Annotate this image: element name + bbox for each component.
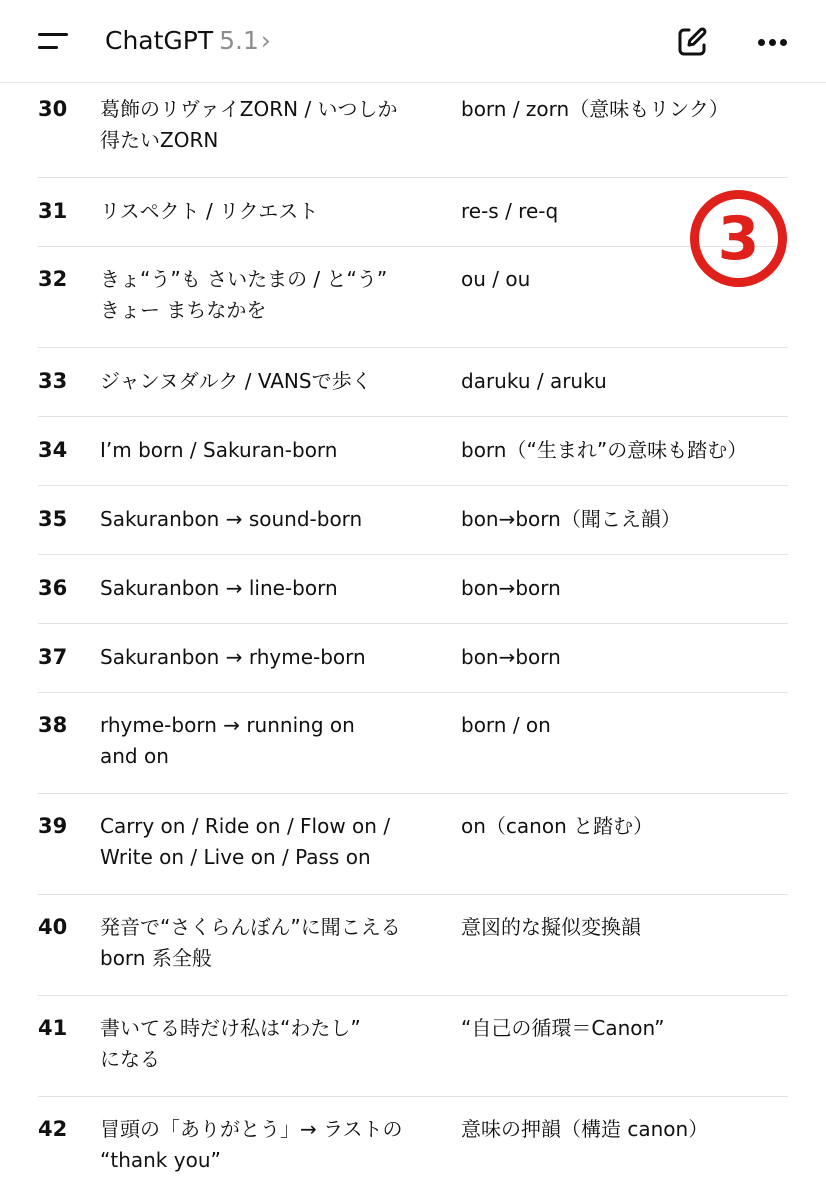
row-number: 34 xyxy=(38,438,68,462)
model-selector[interactable] xyxy=(105,24,271,58)
phrase-cell: 発音で“さくらんぼん”に聞こえる born 系全般 xyxy=(100,915,401,970)
row-number: 31 xyxy=(38,199,68,223)
rhyme-cell: ou / ou xyxy=(461,267,531,291)
top-bar xyxy=(0,0,826,83)
more-options-icon-dot xyxy=(780,39,787,46)
more-options-icon-dot xyxy=(769,39,776,46)
row-number: 33 xyxy=(38,369,68,393)
chevron-right-icon: › xyxy=(260,26,271,55)
menu-icon xyxy=(38,33,68,36)
table-row xyxy=(38,178,788,247)
rhyme-cell: daruku / aruku xyxy=(461,369,607,393)
phrase-cell: Sakuranbon → sound-born xyxy=(100,507,363,531)
row-number: 36 xyxy=(38,576,68,600)
rhyme-cell: bon→born xyxy=(461,576,561,600)
sidebar-menu-button[interactable] xyxy=(30,24,74,60)
row-number: 40 xyxy=(38,915,68,939)
row-number: 39 xyxy=(38,814,68,838)
app-title: ChatGPT xyxy=(105,26,214,55)
table-row xyxy=(38,348,788,417)
row-number: 38 xyxy=(38,713,68,737)
rhyme-cell: born / zorn（意味もリンク） xyxy=(461,97,729,121)
rhyme-cell: 意図的な擬似変換韻 xyxy=(461,915,641,939)
rhyme-table xyxy=(38,82,788,1198)
table-row xyxy=(38,82,788,178)
phrase-cell: きょ“う”も さいたまの / と“う” きょー まちなかを xyxy=(100,267,388,322)
rhyme-cell: born（“生まれ”の意味も踏む） xyxy=(461,438,748,462)
phrase-cell: 葛飾のリヴァイZORN / いつしか 得たいZORN xyxy=(100,97,398,152)
row-number: 41 xyxy=(38,1016,68,1040)
phrase-cell: Sakuranbon → line-born xyxy=(100,576,338,600)
rhyme-cell: bon→born xyxy=(461,645,561,669)
table-row xyxy=(38,693,788,794)
table-row xyxy=(38,486,788,555)
more-options-button[interactable] xyxy=(748,22,798,62)
phrase-cell: リスペクト / リクエスト xyxy=(100,199,319,223)
rhyme-cell: born / on xyxy=(461,713,551,737)
table-row xyxy=(38,624,788,693)
row-number: 37 xyxy=(38,645,68,669)
row-number: 32 xyxy=(38,267,68,291)
more-options-icon xyxy=(758,39,765,46)
table-row xyxy=(38,794,788,895)
phrase-cell: 書いてる時だけ私は“わたし” になる xyxy=(100,1016,361,1071)
phrase-cell: I’m born / Sakuran-born xyxy=(100,438,338,462)
table-row xyxy=(38,555,788,624)
menu-icon-lower-bar xyxy=(38,46,58,49)
rhyme-cell: bon→born（聞こえ韻） xyxy=(461,507,681,531)
rhyme-cell: on（canon と踏む） xyxy=(461,814,654,838)
phrase-cell: Sakuranbon → rhyme-born xyxy=(100,645,366,669)
table-row xyxy=(38,1097,788,1198)
new-chat-edit-icon xyxy=(672,22,712,62)
table-row xyxy=(38,996,788,1097)
annotation-number: 3 xyxy=(717,204,760,274)
rhyme-cell: 意味の押韻（構造 canon） xyxy=(461,1117,709,1141)
phrase-cell: ジャンヌダルク / VANSで歩く xyxy=(100,369,372,393)
table-row xyxy=(38,895,788,996)
rhyme-cell: re-s / re-q xyxy=(461,199,559,223)
model-version: 5.1 xyxy=(219,26,259,55)
phrase-cell: rhyme-born → running on and on xyxy=(100,713,355,768)
table-row xyxy=(38,247,788,348)
new-chat-button[interactable] xyxy=(672,22,712,62)
row-number: 30 xyxy=(38,97,68,121)
phrase-cell: Carry on / Ride on / Flow on / Write on / Live on / Pass on xyxy=(100,814,391,869)
rhyme-cell: “自己の循環＝Canon” xyxy=(461,1016,665,1040)
table-row xyxy=(38,417,788,486)
row-number: 42 xyxy=(38,1117,68,1141)
phrase-cell: 冒頭の「ありがとう」→ ラストの “thank you” xyxy=(100,1117,403,1172)
row-number: 35 xyxy=(38,507,68,531)
